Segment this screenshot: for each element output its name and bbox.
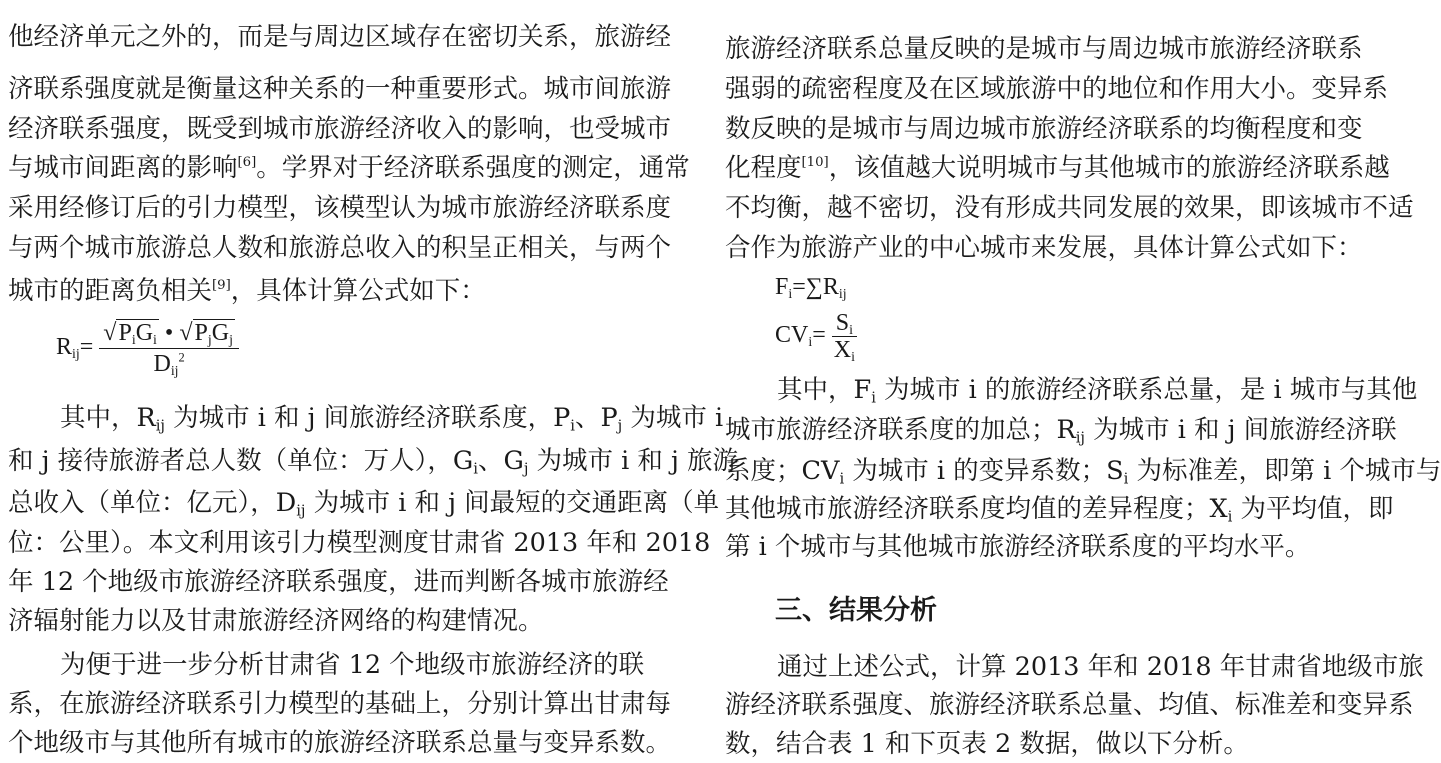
text-line: 与两个城市旅游总人数和旅游总收入的积呈正相关，与两个 [8,233,672,263]
text-line: 化程度[10]，该值越大说明城市与其他城市的旅游经济联系越 [725,153,1390,183]
citation-ref: [9] [212,278,231,294]
text-line: 为便于进一步分析甘肃省 12 个地级市旅游经济的联 [60,650,645,680]
text-line: 第 i 个城市与其他城市旅游经济联系度的平均水平。 [725,532,1311,562]
text-line: 合作为旅游产业的中心城市来发展，具体计算公式如下： [725,233,1363,263]
total-linkage-formula: $F_i=\sum R_{ij}$ [775,274,847,303]
text-line: 经济联系强度，既受到城市旅游经济收入的影响，也受城市 [8,114,672,144]
text-line: 其他城市旅游经济联系度均值的差异程度；$X_i$ 为平均值，即 [725,494,1394,526]
formula-fraction: $\frac{S_i}{X_i}$ [832,312,857,361]
text-line: 济辐射能力以及甘肃旅游经济网络的构建情况。 [8,606,544,636]
text-line: 不均衡，越不密切，没有形成共同发展的效果，即该城市不适 [725,193,1414,223]
text-line: 采用经修订后的引力模型，该模型认为城市旅游经济联系度 [8,193,672,223]
text-line: 系，在旅游经济联系引力模型的基础上，分别计算出甘肃每 [8,689,672,719]
text-line: 总收入（单位：亿元），$D_{ij}$ 为城市 i 和 j 间最短的交通距离（单 [8,488,720,520]
text-line: 济联系强度就是衡量这种关系的一种重要形式。城市间旅游 [8,74,672,104]
text-line: 城市的距离负相关[9]，具体计算公式如下： [8,276,486,306]
formula-fraction: $\frac{√P_iG_i • √P_jG_j}{D_{ij}^2}$ [99,320,239,377]
citation-ref: [10] [801,155,829,171]
gravity-model-formula: $R_{ij}=$ $\frac{√P_iG_i • √P_jG_j}{D_{ij}^2}$ [56,320,239,377]
text-line: 年 12 个地级市旅游经济联系强度，进而判断各城市旅游经 [8,567,669,597]
text-line: 旅游经济联系总量反映的是城市与周边城市旅游经济联系 [725,34,1363,64]
citation-ref: [6] [237,155,257,171]
text-line: 城市旅游经济联系度的加总；$R_{ij}$ 为城市 i 和 j 间旅游经济联 [725,415,1397,447]
text-line: 数，结合表 1 和下页表 2 数据，做以下分析。 [725,729,1249,759]
text-line: 他经济单元之外的，而是与周边区域存在密切关系，旅游经 [8,22,672,52]
text-line: 通过上述公式，计算 2013 年和 2018 年甘肃省地级市旅 [777,652,1424,682]
text-line: 和 j 接待旅游者总人数（单位：万人），$G_i$、$G_j$ 为城市 i 和 j 旅游 [8,446,739,478]
section-heading: 三、结果分析 [775,595,937,626]
text-line: 个地级市与其他所有城市的旅游经济联系总量与变异系数。 [8,728,672,758]
text-line: 数反映的是城市与周边城市旅游经济联系的均衡程度和变 [725,114,1363,144]
variation-coefficient-formula: $CV_i=$ $\frac{S_i}{X_i}$ [775,312,857,361]
text-line: 系度；$CV_i$ 为城市 i 的变异系数；$S_i$ 为标准差，即第 i 个城市与 [725,456,1441,488]
text-line: 游经济联系强度、旅游经济联系总量、均值、标准差和变异系 [725,690,1414,720]
text-line: 与城市间距离的影响[6]。学界对于经济联系强度的测定，通常 [8,153,690,183]
text-line: 其中，$R_{ij}$ 为城市 i 和 j 间旅游经济联系度，$P_i$、$P_j$ 为城市 i [60,403,724,435]
text-line: 其中，$F_i$ 为城市 i 的旅游经济联系总量，是 i 城市与其他 [777,375,1418,407]
text-line: 强弱的疏密程度及在区域旅游中的地位和作用大小。变异系 [725,74,1389,104]
text-line: 位：公里）。本文利用该引力模型测度甘肃省 2013 年和 2018 [8,528,711,558]
